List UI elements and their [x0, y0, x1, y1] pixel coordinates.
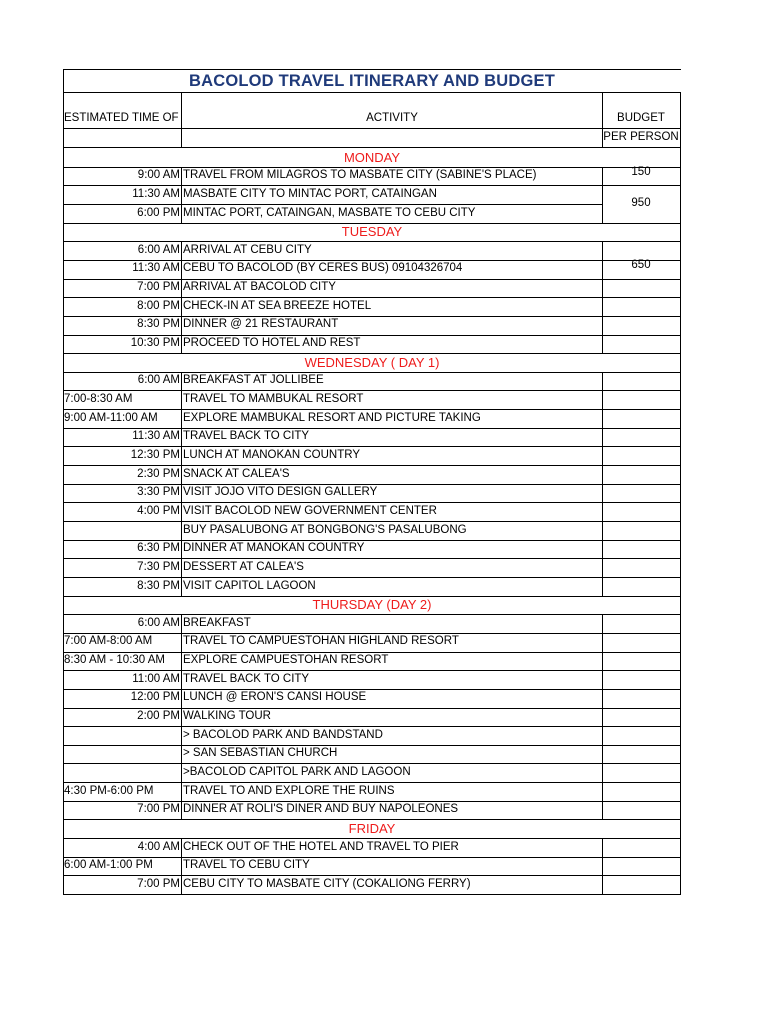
activity-cell: > SAN SEBASTIAN CHURCH	[183, 747, 338, 760]
activity-cell: WALKING TOUR	[183, 710, 271, 723]
header-budget: BUDGET	[617, 112, 665, 125]
time-cell	[63, 745, 180, 764]
time-cell: 2:30 PM	[137, 467, 180, 480]
time-cell: 6:00 AM	[137, 243, 180, 256]
column-divider	[181, 372, 182, 596]
time-cell	[63, 763, 180, 782]
time-cell: 7:30 PM	[137, 560, 180, 573]
time-cell: 11:30 AM	[132, 262, 180, 275]
activity-cell: > BACOLOD PARK AND BANDSTAND	[183, 728, 383, 741]
time-cell: 6:30 PM	[137, 542, 180, 555]
activity-cell: VISIT BACOLOD NEW GOVERNMENT CENTER	[183, 504, 437, 517]
time-cell: 7:00-8:30 AM	[64, 393, 133, 405]
activity-cell: TRAVEL BACK TO CITY	[183, 430, 310, 443]
column-divider	[602, 372, 603, 596]
activity-cell: TRAVEL TO MAMBUKAL RESORT	[183, 393, 364, 405]
time-cell: 9:00 AM-11:00 AM	[64, 411, 158, 424]
activity-cell: BUY PASALUBONG AT BONGBONG'S PASALUBONG	[183, 523, 467, 536]
activity-cell: >BACOLOD CAPITOL PARK AND LAGOON	[183, 766, 411, 778]
column-divider	[181, 614, 182, 819]
time-cell: 8:30 AM - 10:30 AM	[64, 654, 166, 667]
time-cell: 7:00 AM-8:00 AM	[64, 635, 153, 648]
time-cell: 3:30 PM	[137, 486, 180, 499]
activity-cell: DINNER AT MANOKAN COUNTRY	[183, 542, 365, 555]
budget-cell	[602, 369, 680, 388]
activity-cell: LUNCH @ ERON'S CANSI HOUSE	[183, 691, 367, 704]
header-divider	[181, 128, 602, 129]
budget-cell	[602, 649, 680, 668]
activity-cell: EXPLORE MAMBUKAL RESORT AND PICTURE TAKING	[183, 411, 481, 424]
table-top-border	[63, 69, 681, 70]
budget-cell	[602, 555, 680, 574]
activity-cell: TRAVEL TO AND EXPLORE THE RUINS	[183, 784, 395, 797]
column-divider	[181, 838, 182, 894]
budget-cell: 650	[631, 259, 651, 272]
budget-cell	[602, 798, 680, 817]
time-cell: 6:00 AM-1:00 PM	[64, 859, 153, 872]
budget-cell	[602, 294, 680, 313]
time-cell: 7:00 PM	[137, 281, 180, 294]
budget-cell	[602, 481, 680, 500]
activity-cell: CHECK-IN AT SEA BREEZE HOTEL	[183, 299, 372, 312]
time-cell: 9:00 AM	[137, 169, 180, 182]
time-cell: 6:00 PM	[137, 206, 180, 219]
column-divider	[602, 241, 603, 353]
day-header: WEDNESDAY ( DAY 1)	[304, 354, 440, 370]
activity-cell: TRAVEL TO CEBU CITY	[183, 859, 310, 872]
column-divider	[181, 167, 182, 223]
column-divider	[602, 614, 603, 819]
activity-cell: LUNCH AT MANOKAN COUNTRY	[183, 448, 360, 461]
budget-cell	[602, 611, 680, 630]
column-divider	[181, 92, 182, 148]
header-budget-per-person: PER PERSON	[603, 131, 679, 144]
header-divider	[63, 128, 181, 129]
budget-cell	[602, 313, 680, 332]
activity-cell: PROCEED TO HOTEL AND REST	[183, 337, 361, 350]
time-cell: 4:30 PM-6:00 PM	[64, 784, 154, 797]
activity-cell: MASBATE CITY TO MINTAC PORT, CATAINGAN	[183, 187, 437, 200]
time-cell: 7:00 PM	[137, 877, 180, 890]
budget-cell	[602, 705, 680, 724]
time-cell	[63, 726, 180, 745]
activity-cell: VISIT JOJO VITO DESIGN GALLERY	[183, 486, 378, 499]
column-divider	[602, 167, 603, 223]
header-time: ESTIMATED TIME OF	[64, 112, 179, 125]
title-bottom-border	[63, 92, 681, 93]
budget-cell	[602, 518, 680, 537]
activity-cell: VISIT CAPITOL LAGOON	[183, 579, 316, 592]
table-right-border	[680, 92, 681, 894]
budget-cell	[602, 443, 680, 462]
budget-cell	[602, 686, 680, 705]
activity-cell: BREAKFAST AT JOLLIBEE	[183, 374, 324, 387]
budget-cell	[602, 630, 680, 649]
time-cell: 11:30 AM	[132, 430, 180, 443]
day-header: THURSDAY (DAY 2)	[312, 597, 432, 613]
time-cell: 4:00 AM	[137, 840, 180, 853]
time-cell: 6:00 AM	[137, 374, 180, 387]
row-border	[602, 894, 681, 895]
day-header: MONDAY	[343, 149, 401, 165]
budget-cell	[602, 387, 680, 406]
activity-cell: TRAVEL BACK TO CITY	[183, 672, 310, 685]
header-activity: ACTIVITY	[366, 112, 418, 125]
day-header: TUESDAY	[341, 224, 403, 240]
budget-cell	[602, 835, 680, 854]
budget-cell	[602, 537, 680, 556]
time-cell: 10:30 PM	[130, 337, 180, 350]
activity-cell: BREAKFAST	[183, 616, 251, 629]
row-border	[63, 894, 602, 895]
day-header: FRIDAY	[348, 821, 396, 837]
budget-cell	[602, 276, 680, 295]
activity-cell: ARRIVAL AT BACOLOD CITY	[183, 281, 336, 294]
column-divider	[602, 92, 603, 148]
budget-cell	[602, 499, 680, 518]
activity-cell: EXPLORE CAMPUESTOHAN RESORT	[183, 654, 389, 667]
time-cell: 12:30 PM	[130, 448, 180, 461]
time-cell: 8:00 PM	[137, 299, 180, 312]
time-cell: 4:00 PM	[137, 504, 180, 517]
activity-cell: TRAVEL FROM MILAGROS TO MASBATE CITY (SABINE'S PLACE)	[183, 169, 537, 182]
column-divider	[181, 241, 182, 353]
budget-cell	[602, 667, 680, 686]
budget-cell	[602, 238, 680, 257]
time-cell: 8:30 PM	[137, 579, 180, 592]
time-cell	[63, 521, 180, 540]
table-left-border	[63, 69, 64, 894]
time-cell: 11:30 AM	[132, 187, 180, 200]
budget-cell	[602, 574, 680, 593]
activity-cell: ARRIVAL AT CEBU CITY	[183, 243, 312, 256]
time-cell: 12:00 PM	[130, 691, 180, 704]
activity-cell: CEBU CITY TO MASBATE CITY (COKALIONG FERRY)	[183, 877, 471, 890]
budget-cell: 150	[631, 166, 651, 179]
header-divider	[602, 128, 681, 129]
time-cell: 6:00 AM	[137, 616, 180, 629]
activity-cell: TRAVEL TO CAMPUESTOHAN HIGHLAND RESORT	[183, 635, 459, 648]
budget-cell	[602, 425, 680, 444]
activity-cell: CEBU TO BACOLOD (BY CERES BUS) 09104326704	[183, 262, 463, 275]
budget-cell	[602, 723, 680, 742]
budget-cell	[602, 854, 680, 873]
time-cell: 11:00 AM	[132, 672, 180, 685]
time-cell: 8:30 PM	[137, 318, 180, 331]
activity-cell: SNACK AT CALEA'S	[183, 467, 290, 480]
activity-cell: DINNER @ 21 RESTAURANT	[183, 318, 339, 331]
budget-cell	[602, 332, 680, 351]
budget-cell: 950	[631, 197, 651, 210]
budget-cell	[602, 872, 680, 891]
activity-cell: DINNER AT ROLI'S DINER AND BUY NAPOLEONES	[183, 803, 459, 816]
activity-cell: DESSERT AT CALEA'S	[183, 560, 304, 573]
budget-cell	[602, 742, 680, 761]
budget-cell	[602, 779, 680, 798]
budget-cell	[602, 406, 680, 425]
budget-cell	[602, 760, 680, 779]
time-cell: 7:00 PM	[137, 803, 180, 816]
document-title: BACOLOD TRAVEL ITINERARY AND BUDGET	[188, 71, 556, 90]
budget-cell	[602, 462, 680, 481]
activity-cell: MINTAC PORT, CATAINGAN, MASBATE TO CEBU CITY	[183, 206, 476, 219]
column-divider	[602, 838, 603, 894]
time-cell: 2:00 PM	[137, 710, 180, 723]
activity-cell: CHECK OUT OF THE HOTEL AND TRAVEL TO PIER	[183, 840, 459, 853]
